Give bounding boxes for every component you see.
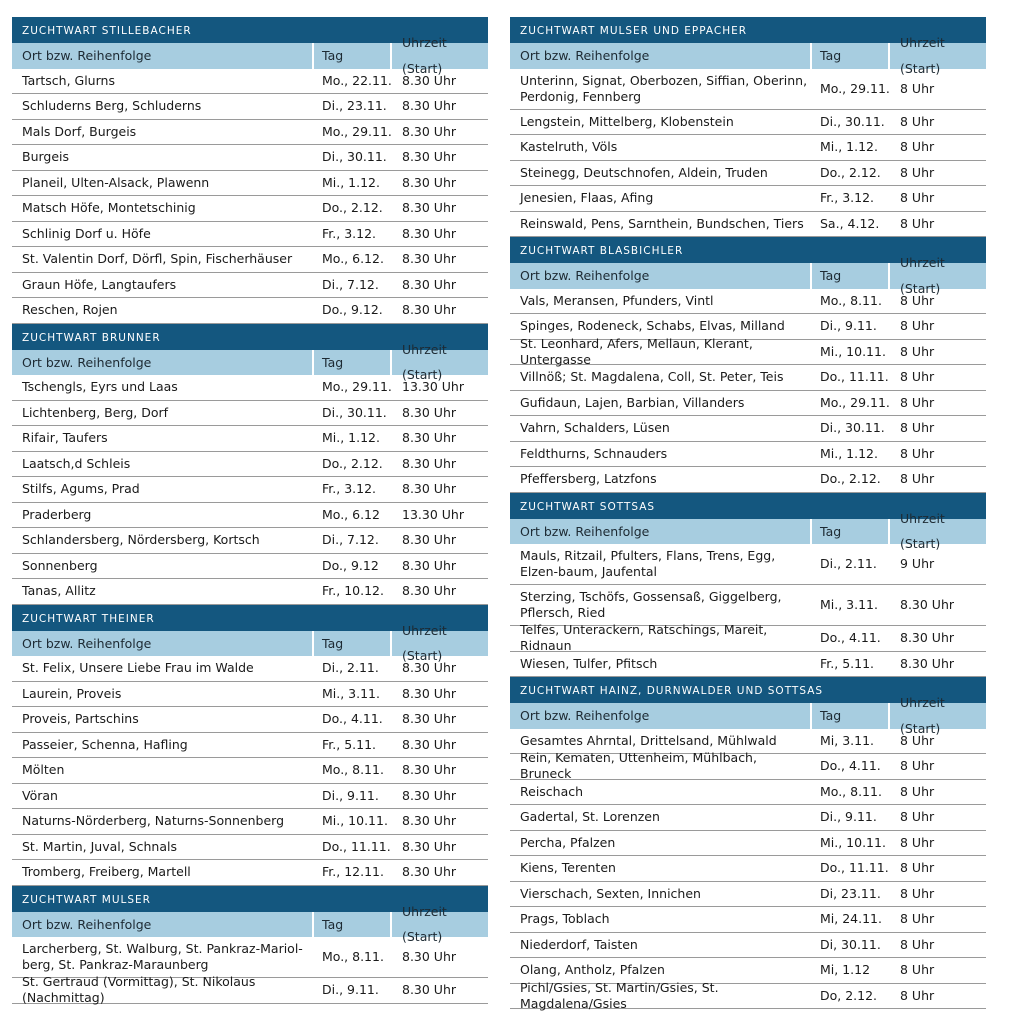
table-row [510, 365, 986, 391]
table-row [12, 503, 488, 529]
cell-ort: Reschen, Rojen [22, 302, 118, 318]
section-title: ZUCHTWART SOTTSAS [510, 493, 986, 519]
cell-uhrzeit: 8.30 Uhr [402, 225, 457, 241]
section-title: ZUCHTWART BRUNNER [12, 324, 488, 350]
cell-ort: Villnöß; St. Magdalena, Coll, St. Peter, Teis [520, 369, 784, 385]
table-row [510, 416, 986, 442]
cell-ort: Niederdorf, Taisten [520, 936, 638, 952]
cell-tag: Di., 23.11. [322, 98, 387, 114]
cell-uhrzeit: 8 Uhr [900, 885, 935, 901]
schedule-section [510, 237, 986, 493]
cell-ort: Mölten [22, 762, 65, 778]
table-row [12, 120, 488, 146]
cell-tag: Mi., 3.11. [322, 685, 380, 701]
cell-uhrzeit: 8 Uhr [900, 445, 935, 461]
cell-ort: Gadertal, St. Lorenzen [520, 809, 660, 825]
table-row [12, 974, 488, 1006]
table-row [510, 750, 986, 782]
table-row [510, 780, 986, 806]
cell-uhrzeit: 8.30 Uhr [402, 762, 457, 778]
cell-tag: Mi., 10.11. [820, 834, 886, 850]
cell-ort: Pichl/Gsies, St. Martin/Gsies, St. Magdalena/Gsies [520, 979, 719, 1011]
column-header-tag: Tag [812, 43, 890, 69]
cell-tag: Di., 2.11. [322, 660, 379, 676]
cell-tag: Do., 4.11. [820, 630, 881, 646]
cell-uhrzeit: 8 Uhr [900, 292, 935, 308]
table-row [510, 212, 986, 238]
column-header-ort: Ort bzw. Reihenfolge [510, 43, 812, 69]
cell-ort: Gesamtes Ahrntal, Drittelsand, Mühlwald [520, 732, 777, 748]
cell-uhrzeit: 8.30 Uhr [402, 583, 457, 599]
column-header-ort: Ort bzw. Reihenfolge [12, 912, 314, 938]
cell-tag: Mo., 6.12. [322, 251, 384, 267]
column-header-tag: Tag [812, 703, 890, 729]
column-header-uhrzeit: Uhrzeit (Start) [402, 622, 447, 664]
table-row [12, 222, 488, 248]
column-header-row [510, 695, 986, 736]
column-header-uhrzeit: Uhrzeit (Start) [402, 35, 447, 76]
table-row [12, 656, 488, 682]
table-row [12, 401, 488, 427]
cell-tag: Mi., 1.12. [322, 174, 380, 190]
cell-ort: Pfeffersberg, Latzfons [520, 471, 657, 487]
column-header-tag: Tag [314, 43, 392, 69]
cell-tag: Mi, 24.11. [820, 911, 882, 927]
cell-ort: St. Leonhard, Afers, Mellaun, Klerant, Untergasse [520, 335, 753, 367]
table-row [510, 391, 986, 417]
cell-ort: Vierschach, Sexten, Innichen [520, 885, 701, 901]
cell-uhrzeit: 8.30 Uhr [402, 276, 457, 292]
table-row [510, 652, 986, 678]
cell-tag: Mo., 22.11. [322, 72, 392, 88]
cell-ort: Mals Dorf, Burgeis [22, 123, 137, 139]
cell-uhrzeit: 8 Uhr [900, 190, 935, 206]
table-row [510, 442, 986, 468]
cell-uhrzeit: 8 Uhr [900, 471, 935, 487]
cell-ort: Laurein, Proveis [22, 685, 122, 701]
cell-uhrzeit: 8.30 Uhr [402, 982, 457, 998]
column-header-uhrzeit: Uhrzeit (Start) [402, 903, 447, 945]
cell-uhrzeit: 8.30 Uhr [402, 251, 457, 267]
table-row [12, 733, 488, 759]
table-row [12, 579, 488, 605]
cell-tag: Mi., 3.11. [820, 597, 878, 612]
cell-ort: St. Valentin Dorf, Dörfl, Spin, Fischerhäuser [22, 251, 293, 267]
left-column [12, 17, 488, 1004]
cell-ort: Naturns-Nörderberg, Naturns-Sonnenberg [22, 813, 285, 829]
column-header-ort: Ort bzw. Reihenfolge [12, 43, 314, 69]
cell-uhrzeit: 8.30 Uhr [900, 655, 955, 671]
cell-tag: Do, 2.12. [820, 987, 878, 1003]
table-row [510, 622, 986, 654]
table-row [510, 933, 986, 959]
cell-ort: St. Gertraud (Vormittag), St. Nikolaus (Nachmittag) [22, 974, 256, 1006]
table-row [510, 585, 986, 626]
column-header-uhrzeit: Uhrzeit (Start) [900, 255, 945, 296]
schedule-section [510, 493, 986, 678]
column-header-ort: Ort bzw. Reihenfolge [12, 631, 314, 657]
column-header-tag: Tag [314, 912, 392, 938]
cell-uhrzeit: 8 Uhr [900, 962, 935, 978]
cell-uhrzeit: 8.30 Uhr [402, 813, 457, 829]
table-row [12, 809, 488, 835]
cell-uhrzeit: 8.30 Uhr [402, 481, 457, 497]
cell-uhrzeit: 8 Uhr [900, 987, 935, 1003]
cell-ort: St. Felix, Unsere Liebe Frau im Walde [22, 660, 254, 676]
cell-ort: Percha, Pfalzen [520, 834, 616, 850]
cell-tag: Di., 9.11. [322, 787, 379, 803]
cell-tag: Di., 9.11. [322, 982, 379, 998]
cell-uhrzeit: 8.30 Uhr [402, 532, 457, 548]
schedule-section [12, 324, 488, 605]
cell-uhrzeit: 8.30 Uhr [402, 455, 457, 471]
column-header-ort: Ort bzw. Reihenfolge [12, 350, 314, 376]
cell-uhrzeit: 8 Uhr [900, 139, 935, 155]
cell-ort: Planeil, Ulten-Alsack, Plawenn [22, 174, 210, 190]
cell-tag: Mo., 8.11. [322, 949, 384, 964]
table-row [12, 528, 488, 554]
cell-tag: Mo., 6.12 [322, 506, 380, 522]
table-row [12, 69, 488, 95]
cell-uhrzeit: 8.30 Uhr [402, 711, 457, 727]
cell-uhrzeit: 8 Uhr [900, 783, 935, 799]
table-row [12, 860, 488, 886]
cell-tag: Di., 30.11. [820, 113, 885, 129]
cell-tag: Di., 30.11. [322, 149, 387, 165]
column-header-row [12, 903, 488, 945]
column-header-row [510, 255, 986, 296]
cell-ort: Unterinn, Signat, Oberbozen, Siffian, Oberinn, Perdonig, Fennberg [520, 72, 808, 104]
column-header-row [12, 35, 488, 76]
cell-ort: Rein, Kematen, Uttenheim, Mühlbach, Bruneck [520, 750, 757, 782]
cell-ort: Tartsch, Glurns [22, 72, 115, 88]
column-header-uhrzeit: Uhrzeit (Start) [900, 35, 945, 76]
table-row [510, 110, 986, 136]
cell-ort: Telfes, Unterackern, Ratschings, Mareit, Ridnaun [520, 622, 768, 654]
cell-uhrzeit: 8 Uhr [900, 809, 935, 825]
schedule-section [12, 17, 488, 324]
cell-ort: Graun Höfe, Langtaufers [22, 276, 177, 292]
cell-ort: Larcherberg, St. Walburg, St. Pankraz-Mariol-berg, St. Pankraz-Maraunberg [22, 941, 303, 972]
right-column [510, 17, 986, 1009]
cell-tag: Fr., 3.12. [820, 190, 874, 206]
section-title: ZUCHTWART MULSER UND EPPACHER [510, 17, 986, 43]
cell-tag: Mo., 29.11. [820, 80, 890, 96]
cell-uhrzeit: 9 Uhr [900, 556, 935, 571]
cell-uhrzeit: 8.30 Uhr [402, 404, 457, 420]
cell-ort: Proveis, Partschins [22, 711, 139, 727]
table-row [12, 426, 488, 452]
cell-tag: Do., 2.12. [820, 471, 881, 487]
cell-uhrzeit: 8 Uhr [900, 936, 935, 952]
cell-tag: Di, 30.11. [820, 936, 881, 952]
cell-tag: Di., 9.11. [820, 318, 877, 334]
cell-ort: Praderberg [22, 506, 92, 522]
cell-tag: Fr., 5.11. [322, 736, 376, 752]
cell-ort: Prags, Toblach [520, 911, 610, 927]
cell-tag: Do., 11.11. [820, 860, 889, 876]
column-header-ort: Ort bzw. Reihenfolge [510, 703, 812, 729]
cell-tag: Fr., 10.12. [322, 583, 384, 599]
table-row [12, 145, 488, 171]
cell-tag: Fr., 3.12. [322, 225, 376, 241]
column-header-row [510, 35, 986, 76]
cell-tag: Do., 2.12. [322, 200, 383, 216]
cell-uhrzeit: 8.30 Uhr [402, 174, 457, 190]
schedule-section [510, 677, 986, 1009]
table-row [12, 835, 488, 861]
cell-ort: Lichtenberg, Berg, Dorf [22, 404, 169, 420]
cell-uhrzeit: 8.30 Uhr [402, 685, 457, 701]
cell-tag: Do., 11.11. [322, 838, 391, 854]
cell-ort: Olang, Antholz, Pfalzen [520, 962, 665, 978]
cell-tag: Fr., 12.11. [322, 864, 384, 880]
table-row [510, 289, 986, 315]
cell-uhrzeit: 8.30 Uhr [402, 838, 457, 854]
cell-tag: Di., 9.11. [820, 809, 877, 825]
column-header-tag: Tag [314, 350, 392, 376]
cell-ort: Passeier, Schenna, Hafling [22, 736, 188, 752]
schedule-section [12, 605, 488, 886]
cell-uhrzeit: 8 Uhr [900, 732, 935, 748]
table-row [510, 856, 986, 882]
table-row [12, 477, 488, 503]
cell-tag: Mo., 8.11. [322, 762, 384, 778]
cell-ort: Lengstein, Mittelberg, Klobenstein [520, 113, 734, 129]
table-row [510, 907, 986, 933]
cell-uhrzeit: 8 Uhr [900, 215, 935, 231]
cell-tag: Di., 30.11. [322, 404, 387, 420]
cell-tag: Mo., 8.11. [820, 292, 882, 308]
schedule-section [12, 886, 488, 1004]
cell-ort: Schlinig Dorf u. Höfe [22, 225, 151, 241]
cell-tag: Mo., 29.11. [322, 123, 392, 139]
cell-uhrzeit: 13.30 Uhr [402, 506, 464, 522]
table-row [510, 805, 986, 831]
cell-ort: Tromberg, Freiberg, Martell [22, 864, 191, 880]
cell-uhrzeit: 8 Uhr [900, 113, 935, 129]
cell-tag: Fr., 3.12. [322, 481, 376, 497]
table-row [510, 135, 986, 161]
cell-ort: Steinegg, Deutschnofen, Aldein, Truden [520, 164, 768, 180]
table-row [12, 273, 488, 299]
column-header-row [510, 510, 986, 552]
cell-ort: Schluderns Berg, Schluderns [22, 98, 202, 114]
cell-tag: Mi., 1.12. [820, 445, 878, 461]
section-title: ZUCHTWART THEINER [12, 605, 488, 631]
cell-ort: Feldthurns, Schnauders [520, 445, 668, 461]
cell-ort: Mauls, Ritzail, Pfulters, Flans, Trens, Egg, Elzen-baum, Jaufental [520, 548, 776, 579]
cell-uhrzeit: 8 Uhr [900, 343, 935, 359]
cell-tag: Mi, 1.12 [820, 962, 871, 978]
cell-ort: Vahrn, Schalders, Lüsen [520, 420, 670, 436]
table-row [12, 196, 488, 222]
cell-uhrzeit: 8.30 Uhr [402, 123, 457, 139]
cell-uhrzeit: 8.30 Uhr [900, 630, 955, 646]
table-row [510, 882, 986, 908]
cell-uhrzeit: 8.30 Uhr [402, 864, 457, 880]
cell-ort: Wiesen, Tulfer, Pfitsch [520, 655, 658, 671]
cell-uhrzeit: 8 Uhr [900, 318, 935, 334]
cell-uhrzeit: 8.30 Uhr [402, 302, 457, 318]
cell-ort: Laatsch,d Schleis [22, 455, 131, 471]
cell-tag: Di., 7.12. [322, 276, 379, 292]
table-row [510, 161, 986, 187]
cell-ort: Vals, Meransen, Pfunders, Vintl [520, 292, 714, 308]
cell-uhrzeit: 8 Uhr [900, 758, 935, 774]
cell-tag: Di., 7.12. [322, 532, 379, 548]
cell-tag: Do., 2.12. [820, 164, 881, 180]
cell-ort: Stilfs, Agums, Prad [22, 481, 140, 497]
cell-uhrzeit: 8 Uhr [900, 911, 935, 927]
cell-tag: Mi, 3.11. [820, 732, 875, 748]
column-header-ort: Ort bzw. Reihenfolge [510, 519, 812, 545]
table-row [510, 831, 986, 857]
cell-ort: Vöran [22, 787, 58, 803]
column-header-ort: Ort bzw. Reihenfolge [510, 263, 812, 289]
table-row [12, 94, 488, 120]
cell-tag: Fr., 5.11. [820, 655, 874, 671]
cell-uhrzeit: 8.30 Uhr [900, 597, 955, 612]
cell-uhrzeit: 13.30 Uhr [402, 379, 464, 395]
section-title: ZUCHTWART STILLEBACHER [12, 17, 488, 43]
table-row [510, 467, 986, 493]
column-header-uhrzeit: Uhrzeit (Start) [900, 695, 945, 736]
column-header-row [12, 341, 488, 383]
cell-ort: Spinges, Rodeneck, Schabs, Elvas, Milland [520, 318, 785, 334]
cell-uhrzeit: 8 Uhr [900, 420, 935, 436]
table-row [12, 758, 488, 784]
cell-uhrzeit: 8 Uhr [900, 394, 935, 410]
cell-ort: Gufidaun, Lajen, Barbian, Villanders [520, 394, 745, 410]
cell-tag: Do., 4.11. [820, 758, 881, 774]
cell-ort: Sterzing, Tschöfs, Gossensaß, Giggelberg, Pflersch, Ried [520, 589, 782, 620]
table-row [510, 186, 986, 212]
cell-tag: Mi., 10.11. [820, 343, 886, 359]
cell-tag: Di., 2.11. [820, 556, 877, 571]
column-header-row [12, 622, 488, 664]
cell-uhrzeit: 8.30 Uhr [402, 736, 457, 752]
table-row [12, 171, 488, 197]
cell-ort: St. Martin, Juval, Schnals [22, 838, 177, 854]
cell-ort: Reischach [520, 783, 584, 799]
cell-uhrzeit: 8.30 Uhr [402, 660, 457, 676]
cell-tag: Di., 30.11. [820, 420, 885, 436]
table-row [12, 784, 488, 810]
section-title: ZUCHTWART MULSER [12, 886, 488, 912]
table-row [12, 554, 488, 580]
column-header-uhrzeit: Uhrzeit (Start) [402, 341, 447, 383]
cell-tag: Mi., 1.12. [820, 139, 878, 155]
section-title: ZUCHTWART BLASBICHLER [510, 237, 986, 263]
column-header-tag: Tag [314, 631, 392, 657]
schedule-section [510, 17, 986, 237]
cell-ort: Sonnenberg [22, 557, 98, 573]
cell-tag: Do., 2.12. [322, 455, 383, 471]
cell-uhrzeit: 8.30 Uhr [402, 787, 457, 803]
cell-tag: Mi., 1.12. [322, 430, 380, 446]
cell-ort: Rifair, Taufers [22, 430, 108, 446]
table-row [12, 452, 488, 478]
cell-tag: Di, 23.11. [820, 885, 881, 901]
cell-ort: Burgeis [22, 149, 70, 165]
cell-tag: Mo., 29.11. [820, 394, 890, 410]
cell-uhrzeit: 8.30 Uhr [402, 98, 457, 114]
cell-uhrzeit: 8 Uhr [900, 164, 935, 180]
cell-ort: Kastelruth, Völs [520, 139, 618, 155]
cell-uhrzeit: 8.30 Uhr [402, 72, 457, 88]
cell-tag: Do., 4.11. [322, 711, 383, 727]
table-row [510, 979, 986, 1011]
cell-uhrzeit: 8 Uhr [900, 834, 935, 850]
cell-ort: Jenesien, Flaas, Afing [520, 190, 654, 206]
table-row [12, 247, 488, 273]
cell-uhrzeit: 8.30 Uhr [402, 430, 457, 446]
cell-uhrzeit: 8 Uhr [900, 860, 935, 876]
column-header-tag: Tag [812, 263, 890, 289]
section-title: ZUCHTWART HAINZ, DURNWALDER UND SOTTSAS [510, 677, 986, 703]
table-row [12, 298, 488, 324]
cell-tag: Mo., 29.11. [322, 379, 392, 395]
cell-uhrzeit: 8.30 Uhr [402, 949, 457, 964]
table-row [510, 335, 986, 367]
table-row [12, 375, 488, 401]
cell-ort: Matsch Höfe, Montetschinig [22, 200, 196, 216]
cell-ort: Tschengls, Eyrs und Laas [22, 379, 178, 395]
cell-tag: Mo., 8.11. [820, 783, 882, 799]
cell-tag: Sa., 4.12. [820, 215, 880, 231]
cell-tag: Mi., 10.11. [322, 813, 388, 829]
cell-uhrzeit: 8.30 Uhr [402, 149, 457, 165]
cell-uhrzeit: 8 Uhr [900, 369, 935, 385]
cell-ort: Reinswald, Pens, Sarnthein, Bundschen, Tiers [520, 215, 804, 231]
table-row [12, 707, 488, 733]
cell-uhrzeit: 8.30 Uhr [402, 557, 457, 573]
cell-ort: Kiens, Terenten [520, 860, 616, 876]
cell-ort: Tanas, Allitz [22, 583, 96, 599]
cell-uhrzeit: 8 Uhr [900, 80, 935, 96]
cell-tag: Do., 9.12 [322, 557, 379, 573]
column-header-tag: Tag [812, 519, 890, 545]
column-header-uhrzeit: Uhrzeit (Start) [900, 510, 945, 552]
cell-uhrzeit: 8.30 Uhr [402, 200, 457, 216]
cell-ort: Schlandersberg, Nördersberg, Kortsch [22, 532, 260, 548]
cell-tag: Do., 11.11. [820, 369, 889, 385]
cell-tag: Do., 9.12. [322, 302, 383, 318]
table-row [12, 682, 488, 708]
